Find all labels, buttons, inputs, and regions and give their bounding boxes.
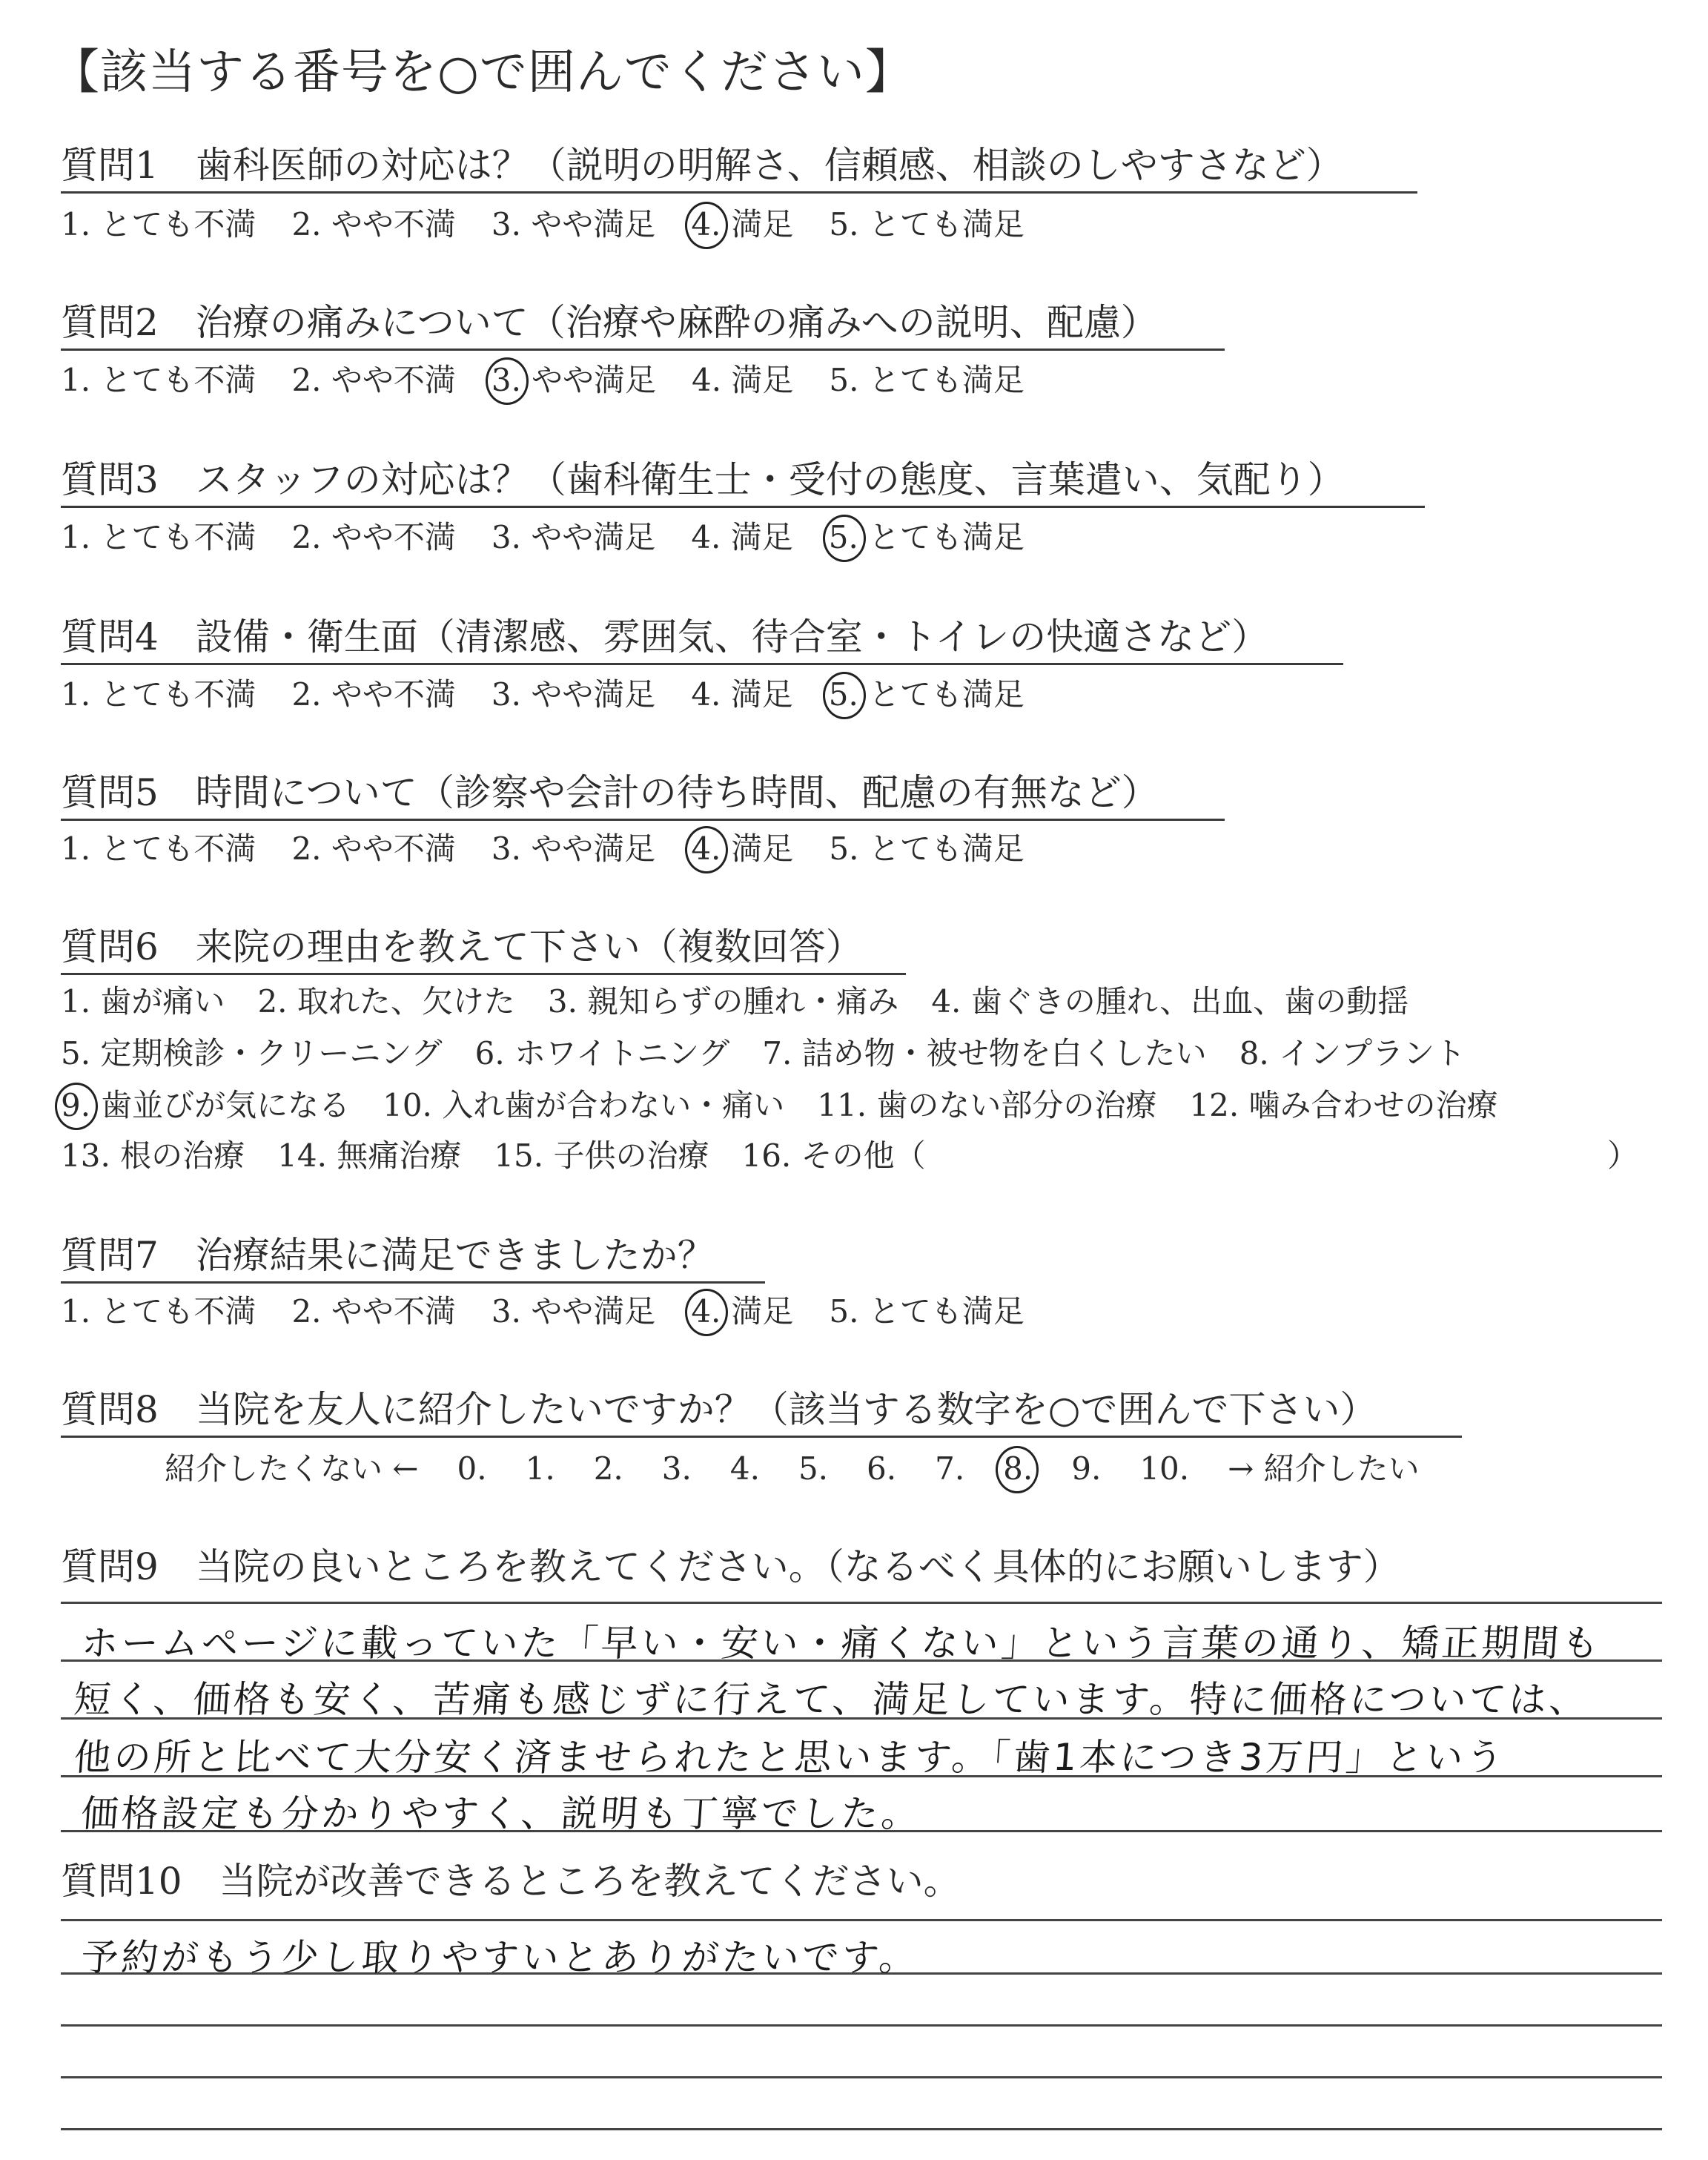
q8-score-8-circled[interactable]: 8.	[1003, 1450, 1033, 1487]
q6-reason-12[interactable]: 12. 噛み合わせの治療	[1189, 1087, 1498, 1123]
q2-option-1[interactable]: 1. とても不満	[61, 362, 256, 398]
q9-writing-line-1	[61, 1602, 1662, 1604]
question-1-underline	[61, 191, 1417, 194]
q7-option-4-label: 満足	[731, 1293, 794, 1330]
q8-right-label: → 紹介したい	[1228, 1450, 1420, 1487]
q8-score-5[interactable]: 5.	[798, 1450, 829, 1487]
q6-reason-7[interactable]: 7. 詰め物・被せ物を白くしたい	[762, 1035, 1207, 1071]
q5-option-4-label: 満足	[731, 830, 794, 867]
q8-score-9[interactable]: 9.	[1071, 1450, 1102, 1487]
q8-score-10[interactable]: 10.	[1139, 1450, 1190, 1487]
q6-reason-5[interactable]: 5. 定期検診・クリーニング	[61, 1035, 443, 1071]
q1-option-4-label: 満足	[731, 206, 794, 242]
q2-option-4[interactable]: 4. 満足	[691, 362, 794, 398]
question-7-options	[61, 1293, 1060, 1330]
q9-answer-line-2[interactable]: 短く、価格も安く、苦痛も感じずに行えて、満足しています。特に価格については、	[72, 1678, 1591, 1721]
q1-option-2[interactable]: 2. やや不満	[291, 206, 456, 242]
q8-score-1[interactable]: 1.	[525, 1450, 555, 1487]
question-5-underline	[61, 819, 1225, 821]
question-10-title: 質問10 当院が改善できるところを教えてください。	[61, 1860, 961, 1903]
q1-option-3[interactable]: 3. やや満足	[491, 206, 656, 242]
q7-option-2[interactable]: 2. やや不満	[291, 1293, 456, 1330]
question-5-options	[61, 830, 1060, 867]
question-7-underline	[61, 1281, 765, 1284]
q6-reason-15[interactable]: 15. 子供の治療	[494, 1137, 709, 1174]
q5-option-1[interactable]: 1. とても不満	[61, 830, 256, 867]
question-4-options	[61, 676, 1060, 713]
q6-reason-4[interactable]: 4. 歯ぐきの腫れ、出血、歯の動揺	[931, 983, 1409, 1020]
page-title: 【該当する番号を○で囲んでください】	[52, 45, 913, 100]
q6-reason-8[interactable]: 8. インプラント	[1239, 1035, 1466, 1071]
q3-option-5-circled[interactable]: 5.	[828, 519, 858, 555]
q2-option-2[interactable]: 2. やや不満	[291, 362, 456, 398]
q9-answer-line-3[interactable]: 他の所と比べて大分安く済ませられたと思います。「歯1本につき3万円」という	[72, 1736, 1508, 1779]
question-3-options	[61, 519, 1060, 555]
q6-reason-11[interactable]: 11. 歯のない部分の治療	[817, 1087, 1157, 1123]
q9-answer-line-1[interactable]: ホームページに載っていた「早い・安い・痛くない」という言葉の通り、矯正期間も	[79, 1622, 1603, 1665]
q6-reason-16[interactable]: 16. その他（	[741, 1137, 926, 1174]
q8-score-7[interactable]: 7.	[935, 1450, 965, 1487]
q3-option-5-label: とても満足	[868, 519, 1025, 555]
q6-row-1	[61, 983, 1441, 1020]
question-1-options	[61, 206, 1060, 242]
q10-writing-line-4	[61, 2076, 1662, 2078]
q8-score-2[interactable]: 2.	[593, 1450, 623, 1487]
q3-option-2[interactable]: 2. やや不満	[291, 519, 456, 555]
question-3-underline	[61, 506, 1425, 508]
q2-option-3-circled[interactable]: 3.	[491, 362, 521, 398]
q5-option-4-circled[interactable]: 4.	[691, 830, 721, 867]
q2-option-3-label: やや満足	[531, 362, 656, 398]
q6-reason-9-label: 歯並びが気になる	[101, 1087, 351, 1123]
q7-option-3[interactable]: 3. やや満足	[491, 1293, 656, 1330]
q1-option-1[interactable]: 1. とても不満	[61, 206, 256, 242]
q8-score-3[interactable]: 3.	[661, 1450, 692, 1487]
q10-writing-line-3	[61, 2024, 1662, 2027]
q6-other-close-paren: ）	[1607, 1137, 1639, 1174]
question-6-title: 質問6 来院の理由を教えて下さい（複数回答）	[61, 925, 863, 968]
question-3-title: 質問3 スタッフの対応は？（歯科衛生士・受付の態度、言葉遣い、気配り）	[61, 458, 1345, 501]
q4-option-2[interactable]: 2. やや不満	[291, 676, 456, 713]
q10-writing-line-1	[61, 1919, 1662, 1921]
q3-option-4[interactable]: 4. 満足	[691, 519, 793, 555]
question-2-options	[61, 362, 1060, 398]
question-5-title: 質問5 時間について（診察や会計の待ち時間、配慮の有無など）	[61, 771, 1159, 814]
q5-option-3[interactable]: 3. やや満足	[491, 830, 656, 867]
q6-reason-1[interactable]: 1. 歯が痛い	[61, 983, 225, 1020]
q1-option-4-circled[interactable]: 4.	[691, 206, 721, 242]
q4-option-4[interactable]: 4. 満足	[691, 676, 793, 713]
q6-reason-9-circled[interactable]: 9.	[61, 1087, 91, 1123]
q5-option-2[interactable]: 2. やや不満	[291, 830, 456, 867]
question-4-title: 質問4 設備・衛生面（清潔感、雰囲気、待合室・トイレの快適さなど）	[61, 615, 1269, 658]
q9-answer-line-4[interactable]: 価格設定も分かりやすく、説明も丁寧でした。	[79, 1792, 923, 1835]
q6-reason-14[interactable]: 14. 無痛治療	[277, 1137, 462, 1174]
q8-score-4[interactable]: 4.	[729, 1450, 760, 1487]
q6-reason-10[interactable]: 10. 入れ歯が合わない・痛い	[383, 1087, 785, 1123]
q2-option-5[interactable]: 5. とても満足	[829, 362, 1025, 398]
q7-option-4-circled[interactable]: 4.	[691, 1293, 721, 1330]
q5-option-5[interactable]: 5. とても満足	[829, 830, 1025, 867]
question-8-title: 質問8 当院を友人に紹介したいですか？（該当する数字を○で囲んで下さい）	[61, 1388, 1377, 1431]
q4-option-5-label: とても満足	[868, 676, 1025, 713]
q6-reason-13[interactable]: 13. 根の治療	[61, 1137, 245, 1174]
q6-reason-3[interactable]: 3. 親知らずの腫れ・痛み	[547, 983, 899, 1020]
q7-option-5[interactable]: 5. とても満足	[829, 1293, 1025, 1330]
q3-option-3[interactable]: 3. やや満足	[491, 519, 656, 555]
q6-reason-6[interactable]: 6. ホワイトニング	[474, 1035, 730, 1071]
q10-writing-line-5	[61, 2128, 1662, 2130]
q7-option-1[interactable]: 1. とても不満	[61, 1293, 256, 1330]
q1-option-5[interactable]: 5. とても満足	[829, 206, 1025, 242]
question-9-title: 質問9 当院の良いところを教えてください。（なるべく具体的にお願いします）	[61, 1545, 1400, 1588]
q4-option-5-circled[interactable]: 5.	[828, 676, 858, 713]
q8-scale	[165, 1450, 1458, 1487]
question-7-title: 質問7 治療結果に満足できましたか？	[61, 1234, 715, 1277]
q8-left-label: 紹介したくない ←	[165, 1450, 419, 1487]
q6-reason-2[interactable]: 2. 取れた、欠けた	[257, 983, 515, 1020]
q4-option-3[interactable]: 3. やや満足	[491, 676, 656, 713]
question-8-underline	[61, 1436, 1462, 1438]
q6-row-4	[61, 1137, 959, 1174]
question-1-title: 質問1 歯科医師の対応は？（説明の明解さ、信頼感、相談のしやすさなど）	[61, 144, 1343, 187]
question-2-title: 質問2 治療の痛みについて（治療や麻酔の痛みへの説明、配慮）	[61, 301, 1158, 344]
question-2-underline	[61, 349, 1225, 351]
q3-option-1[interactable]: 1. とても不満	[61, 519, 256, 555]
q6-row-2	[61, 1035, 1498, 1071]
q8-score-6[interactable]: 6.	[867, 1450, 897, 1487]
question-6-underline	[61, 973, 906, 975]
q8-score-0[interactable]: 0.	[457, 1450, 487, 1487]
q6-row-3	[61, 1087, 1531, 1123]
q4-option-1[interactable]: 1. とても不満	[61, 676, 256, 713]
question-4-underline	[61, 663, 1343, 665]
q10-answer-line-1[interactable]: 予約がもう少し取りやすいとありがたいです。	[79, 1936, 921, 1979]
